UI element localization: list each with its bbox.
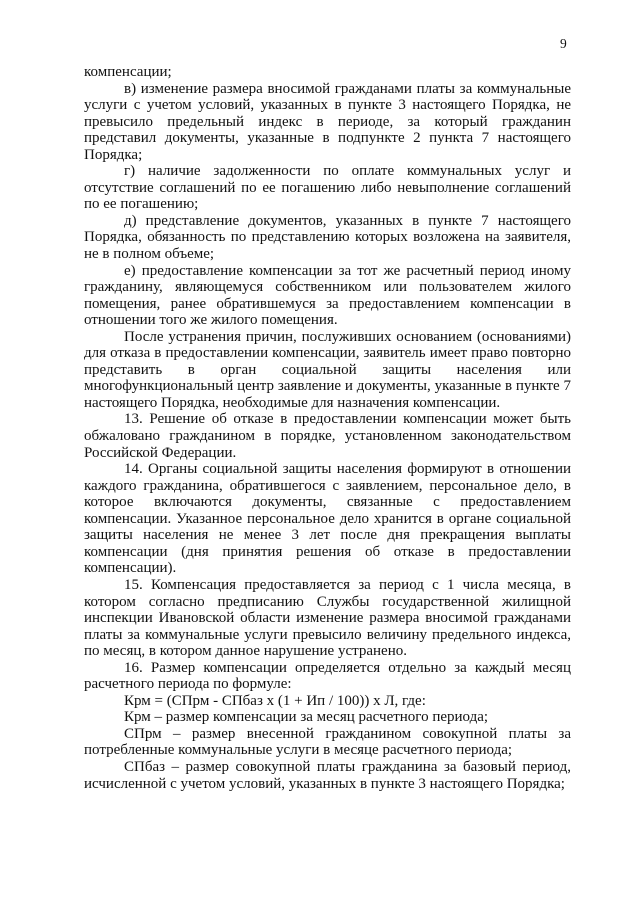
formula-line: Крм = (СПрм - СПбаз x (1 + Ип / 100)) x Л, где: [124, 692, 426, 709]
paragraph-resubmission: После устранения причин, послуживших основанием (основаниями) для отказа в предоставлении компенсации, заявитель имеет право повторно представить в орган социальной защиты населения или многофункциональный центр заявление и документы, указанные в пункте 7 настоящего Порядка, необходимые для назначения компенсации. [84, 328, 571, 411]
paragraph-item-g: г) наличие задолженности по оплате коммунальных услуг и отсутствие соглашений по ее погашению либо невыполнение соглашений по ее погашению; [84, 163, 571, 213]
definition-sprm: СПрм – размер внесенной гражданином совокупной платы за потребленные коммунальные услуги в месяце расчетного периода; [84, 725, 571, 759]
paragraph-continuation: компенсации; [84, 64, 172, 80]
paragraph-item-v: в) изменение размера вносимой гражданами платы за коммунальные услуги с учетом условий, указанных в пункте 3 настоящего Порядка, не превысило предельный индекс в периоде, за который гражданин представил документы, указанные в подпункте 2 пункта 7 настоящего Порядка; [84, 80, 571, 163]
paragraph-item-e: е) предоставление компенсации за тот же расчетный период иному гражданину, являющемуся собственником или пользователем жилого помещения, ранее обратившемуся за предоставлением компенсации в отношении того же жилого помещения. [84, 262, 571, 329]
paragraph-14: 14. Органы социальной защиты населения формируют в отношении каждого гражданина, обратившегося с заявлением, персональное дело, в которое включаются документы, связанные с предоставлением компенсации. Указанное персональное дело хранится в органе социальной защиты населения не менее 3 лет после дня прекращения выплаты компенсации (дня принятия решения об отказе в предоставлении компенсации). [84, 461, 571, 577]
definition-krm: Крм – размер компенсации за месяц расчетного периода; [124, 709, 489, 726]
document-body [84, 64, 571, 792]
paragraph-13: 13. Решение об отказе в предоставлении компенсации может быть обжаловано гражданином в порядке, установленном законодательством Российской Федерации. [84, 411, 571, 461]
paragraph-15: 15. Компенсация предоставляется за период с 1 числа месяца, в котором согласно предписанию Службы государственной жилищной инспекции Ивановской области изменение размера вносимой гражданами платы за коммунальные услуги превысило величину предельного индекса, по месяц, в котором данное нарушение устранено. [84, 576, 571, 660]
definition-spbaz: СПбаз – размер совокупной платы гражданина за базовый период, исчисленной с учетом условий, указанных в пункте 3 настоящего Порядка; [84, 758, 571, 792]
page-number: 9 [560, 36, 567, 51]
paragraph-16: 16. Размер компенсации определяется отдельно за каждый месяц расчетного периода по формуле: [84, 659, 571, 693]
paragraph-item-d: д) представление документов, указанных в пункте 7 настоящего Порядка, обязанность по представлению которых возложена на заявителя, не в полном объеме; [84, 212, 571, 263]
